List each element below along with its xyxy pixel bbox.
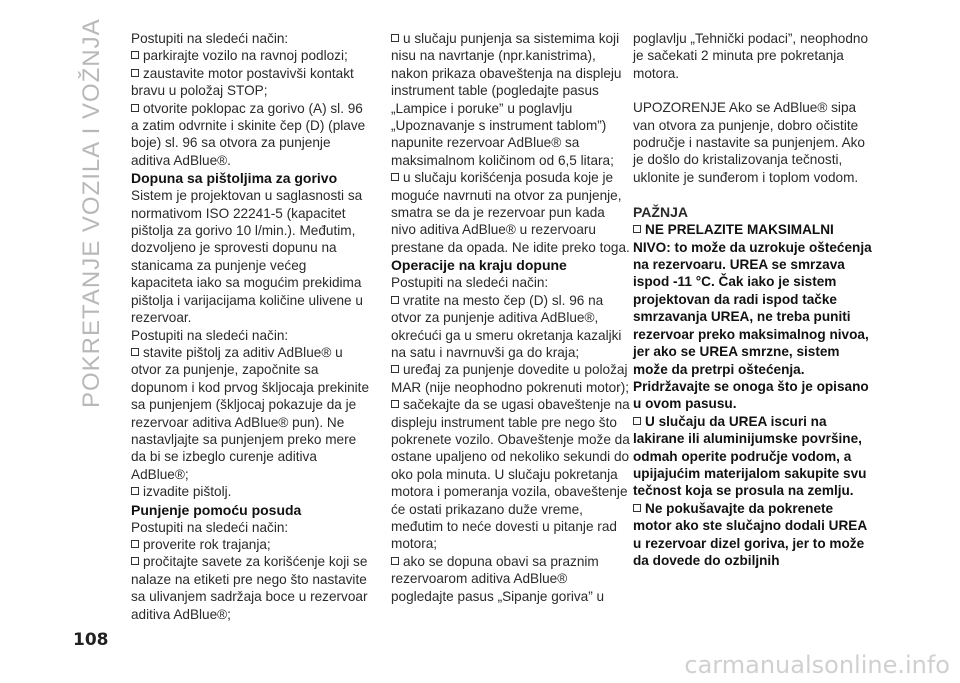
checkbox-bullet-icon: [391, 34, 399, 42]
checkbox-bullet-icon: [131, 557, 139, 565]
caution-item: [633, 500, 873, 570]
caution-text: NE PRELAZITE MAKSIMALNI NIVO: to može da uzrokuje oštećenja na rezervoaru. UREA se smrzava ispod -11 °C. Čak iako je sistem projektovan da radi ispod tačke smrzavanja UREA, ne treba puniti rezervoar preko maksimalnog nivoa, jer ako se UREA smrzne, sistem može da pretrpi oštećenja. Pridržavajte se onoga što je opisano u ovom pasusu.: [633, 222, 872, 412]
page-number: 108: [73, 630, 109, 650]
bullet-text: u slučaju korišćenja posuda koje je moguće navrnuti na otvor za punjenje, smatra se da je rezervoar pun kada nivo aditiva AdBlue® u rezervoaru prestane da opada. Ne idite preko toga.: [391, 170, 630, 255]
bullet-text: ako se dopuna obavi sa praznim rezervoarom aditiva AdBlue® pogledajte pasus „Sipanje goriva” u: [391, 553, 605, 604]
bullet-item: [131, 344, 371, 483]
paragraph: Postupiti na sledeći način:: [391, 275, 549, 291]
checkbox-bullet-icon: [131, 104, 139, 112]
bullet-item: [131, 483, 371, 500]
bullet-text: vratite na mesto čep (D) sl. 96 na otvor za punjenje aditiva AdBlue®, okrećući ga u smeru okretanja kazaljki na satu i navrnuvši ga do kraja;: [391, 292, 622, 360]
checkbox-bullet-icon: [391, 296, 399, 304]
paragraph: Sistem je projektovan u saglasnosti sa normativom ISO 22241-5 (kapacitet pištolja za gorivo 10 l/min.). Međutim, dozvoljeno je sprovesti dopunu na stanicama za punjenje većeg kapaciteta iako sa mogućim prekidima pištolja i varijacijama količine ulivene u rezervoar.: [131, 188, 363, 326]
bullet-text: pročitajte savete za korišćenje koji se nalaze na etiketi pre nego što nastavite sa ulivanjem sadržaja boce u rezervoar aditiva AdBlue®;: [131, 554, 368, 622]
bullet-text: zaustavite motor postavivši kontakt bravu u položaj STOP;: [131, 65, 354, 99]
caution-item: [633, 413, 873, 500]
bullet-text: u slučaju punjenja sa sistemima koji nisu na navrtanje (npr.kanistrima), nakon prikaza obaveštenja na displeju instrument table (pogledajte pasus „Lampice i poruke” u poglavlju „Upoznavanje s instrument tablom”) napunite rezervoar AdBlue® sa maksimalnom količinom od 6,5 litara;: [391, 31, 622, 168]
text-column-2: [391, 30, 631, 605]
bullet-item: [391, 361, 631, 396]
caution-heading: PAŽNJA: [633, 204, 688, 221]
chapter-side-title: POKRETANJE VOZILA I VOŽNJA: [78, 18, 105, 408]
text-column-3: [633, 30, 873, 569]
bullet-text: otvorite poklopac za gorivo (A) sl. 96 a zatim odvrnite i skinite čep (D) (plave boje) sl. 96 sa otvora za punjenje aditiva AdBlue®.: [131, 100, 366, 168]
bullet-item: [391, 292, 631, 362]
checkbox-bullet-icon: [131, 487, 139, 495]
checkbox-bullet-icon: [131, 69, 139, 77]
section-heading: Dopuna sa pištoljima za gorivo: [131, 170, 338, 187]
paragraph: Postupiti na sledeći način:: [131, 31, 289, 46]
checkbox-bullet-icon: [391, 173, 399, 181]
caution-text: U slučaju da UREA iscuri na lakirane ili aluminijumske površine, odmah operite područje vodom, a upijajućim materijalom sakupite svu tečnost koja se prosula na zemlju.: [633, 413, 867, 499]
paragraph: Postupiti na sledeći način:: [131, 327, 289, 343]
bullet-item: [131, 536, 371, 553]
bullet-text: sačekajte da se ugasi obaveštenje na displeju instrument table pre nego što pokrenete vozilo. Obaveštenje može da ostane upaljeno od nekoliko sekundi do oko pola minuta. U slučaju pokretanja motora i pomeranja vozila, obaveštenje će ostati prikazano duže vreme, međutim to neće dovesti u pitanje rad motora;: [391, 397, 630, 552]
checkbox-bullet-icon: [131, 540, 139, 548]
checkbox-bullet-icon: [131, 51, 139, 59]
text-column-1: [131, 30, 371, 623]
paragraph: Postupiti na sledeći način:: [131, 519, 289, 535]
section-heading: Punjenje pomoću posuda: [131, 501, 302, 518]
bullet-item: [131, 47, 371, 64]
watermark-text: carmanualsonline.info: [684, 651, 950, 679]
bullet-item: [391, 169, 631, 256]
bullet-item: [131, 65, 371, 100]
warning-note: UPOZORENJE Ako se AdBlue® sipa van otvora za punjenje, dobro očistite područje i nastavite sa punjenjem. Ako je došlo do kristalizovanja tečnosti, uklonite je sunđerom i toplom vodom.: [633, 100, 865, 185]
bullet-item: [131, 553, 371, 623]
caution-text: Ne pokušavajte da pokrenete motor ako ste slučajno dodali UREA u rezervoar dizel goriva, jer to može da dovede do ozbiljnih: [633, 500, 867, 568]
bullet-text: uređaj za punjenje dovedite u položaj MAR (nije neophodno pokrenuti motor);: [391, 362, 630, 395]
bullet-text: proverite rok trajanja;: [143, 536, 271, 552]
checkbox-bullet-icon: [633, 225, 641, 233]
checkbox-bullet-icon: [391, 557, 399, 565]
bullet-item: [391, 553, 631, 605]
checkbox-bullet-icon: [633, 504, 641, 512]
paragraph: poglavlju „Tehnički podaci”, neophodno je sačekati 2 minuta pre pokretanja motora.: [633, 31, 869, 81]
bullet-item: [391, 396, 631, 553]
checkbox-bullet-icon: [391, 400, 399, 408]
bullet-item: [131, 100, 371, 170]
bullet-text: stavite pištolj za aditiv AdBlue® u otvor za punjenje, započnite sa dopunom i kod prvog škljocaja prekinite sa punjenjem (škljocaj pokazuje da je rezervoar aditiva AdBlue® pun). Ne nastavljajte sa punjenjem preko mere da bi se izbeglo curenje aditiva AdBlue®;: [131, 344, 370, 482]
checkbox-bullet-icon: [633, 417, 641, 425]
section-heading: Operacije na kraju dopune: [391, 257, 567, 274]
bullet-item: [391, 30, 631, 169]
bullet-text: izvadite pištolj.: [143, 484, 232, 500]
bullet-text: parkirajte vozilo na ravnoj podlozi;: [143, 48, 348, 64]
checkbox-bullet-icon: [131, 348, 139, 356]
checkbox-bullet-icon: [391, 365, 399, 373]
caution-item: [633, 221, 873, 412]
